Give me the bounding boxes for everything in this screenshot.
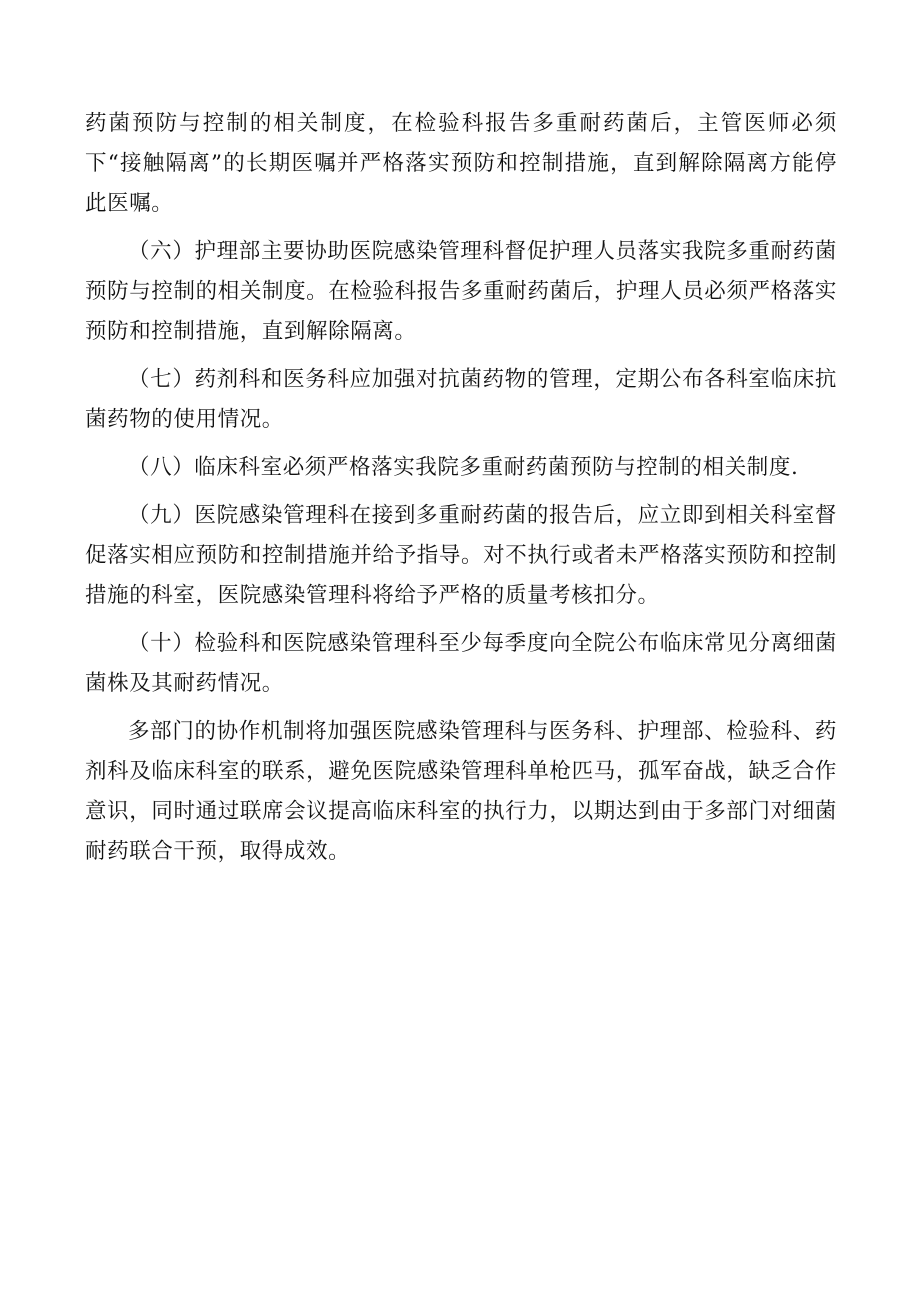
paragraph-item-7-pharmacy: （七）药剂科和医务科应加强对抗菌药物的管理，定期公布各科室临床抗菌药物的使用情况。 <box>85 367 837 432</box>
document-body <box>85 104 837 872</box>
paragraph-item-10-laboratory: （十）检验科和医院感染管理科至少每季度向全院公布临床常见分离细菌菌株及其耐药情况。 <box>85 631 837 696</box>
paragraph-item-6-nursing: （六）护理部主要协助医院感染管理科督促护理人员落实我院多重耐药菌预防与控制的相关制度。在检验科报告多重耐药菌后，护理人员必须严格落实预防和控制措施，直到解除隔离。 <box>85 239 837 344</box>
paragraph-item-9-infection-control: （九）医院感染管理科在接到多重耐药菌的报告后，应立即到相关科室督促落实相应预防和控制措施并给予指导。对不执行或者未严格落实预防和控制措施的科室，医院感染管理科将给予严格的质量考核扣分。 <box>85 503 837 608</box>
paragraph-conclusion: 多部门的协作机制将加强医院感染管理科与医务科、护理部、检验科、药剂科及临床科室的联系，避免医院感染管理科单枪匹马，孤军奋战，缺乏合作意识，同时通过联席会议提高临床科室的执行力，以期达到由于多部门对细菌耐药联合干预，取得成效。 <box>85 719 837 864</box>
paragraph-continuation: 药菌预防与控制的相关制度，在检验科报告多重耐药菌后，主管医师必须下“接触隔离”的长期医嘱并严格落实预防和控制措施，直到解除隔离方能停此医嘱。 <box>85 111 837 216</box>
paragraph-item-8-clinical: （八）临床科室必须严格落实我院多重耐药菌预防与控制的相关制度. <box>128 455 799 480</box>
